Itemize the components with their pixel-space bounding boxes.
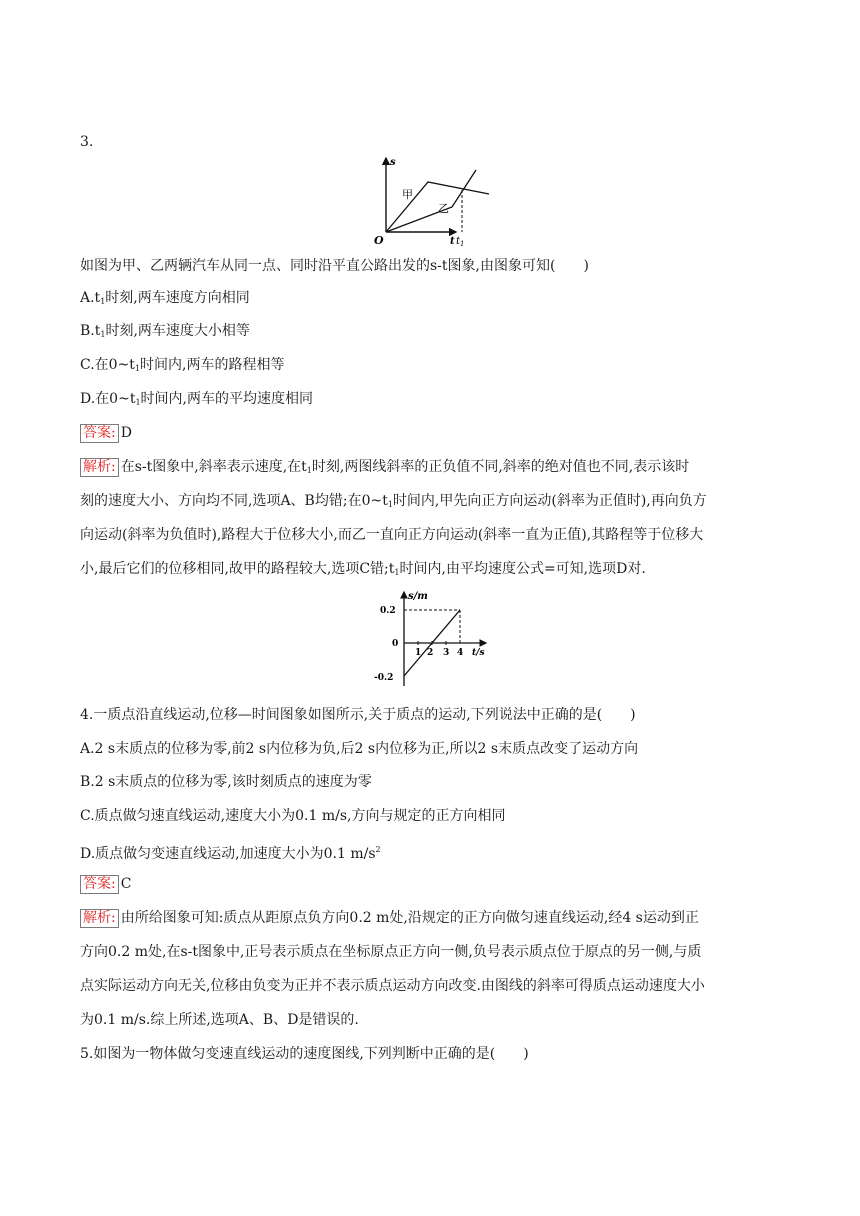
q3-answer (80, 423, 780, 443)
q4-analysis-line-3: 点实际运动方向无关,位移由负变为正并不表示质点运动方向改变.由图线的斜率可得质点运动速度大小 (80, 978, 705, 994)
q3-st-graph (372, 152, 492, 250)
t1-label: $t_1$ (456, 236, 465, 248)
origin-label: 0 (392, 639, 399, 649)
q3-analysis-line-2: 刻的速度大小、方向均不同,选项A、B均错;在$0\sim t_1$时间内,甲先向正方向运动(斜率为正值时),再向负方 (80, 493, 707, 509)
question-3-number: 3. (80, 134, 94, 150)
q4-option-c: C.质点做匀速直线运动,速度大小为0.1 m/s,方向与规定的正方向相同 (80, 808, 506, 824)
x-tick-label-2: 2 (427, 648, 434, 658)
answer-value: D (120, 425, 132, 441)
q4-option-b: B.2 s末质点的位移为零,该时刻质点的速度为零 (80, 774, 372, 790)
q3-option-b: $B.t_1$时刻,两车速度大小相等 (80, 323, 250, 339)
y-axis-label: s/m (408, 591, 428, 602)
y-tick-top-label: 0.2 (380, 606, 396, 616)
q3-option-d: D.在$0\sim t_1$时间内,两车的平均速度相同 (80, 391, 313, 407)
x-axis-label: t/s (472, 648, 485, 658)
question-3-stem: 如图为甲、乙两辆汽车从同一点、同时沿平直公路出发的s-t图象,由图象可知( ) (80, 258, 589, 274)
q3-option-a: $A.t_1$时刻,两车速度方向相同 (80, 290, 250, 306)
analysis-label: 解析: (80, 458, 119, 477)
label-jia: 甲 (402, 188, 413, 201)
q4-option-a: A.2 s末质点的位移为零,前2 s内位移为负,后2 s内位移为正,所以2 s末质点改变了运动方向 (80, 741, 639, 757)
s-axis-label: s (390, 157, 396, 168)
x-tick-label-3: 3 (443, 648, 450, 658)
origin-label: O (374, 234, 384, 247)
y-tick-bottom-label: -0.2 (374, 673, 394, 683)
label-yi: 乙 (438, 202, 449, 215)
q4-st-graph (368, 588, 494, 690)
answer-value: C (120, 876, 132, 892)
answer-label: 答案: (80, 875, 119, 894)
q3-analysis-line-4: 小,最后它们的位移相同,故甲的路程较大,选项C错$;t_1$时间内,由平均速度公式=可知,选项D对. (80, 561, 646, 577)
question-4-stem: 4.一质点沿直线运动,位移—时间图象如图所示,关于质点的运动,下列说法中正确的是( ) (80, 707, 636, 723)
question-5-stem: 5.如图为一物体做匀变速直线运动的速度图线,下列判断中正确的是( ) (80, 1046, 529, 1062)
q3-analysis-line-1: 解析: 在s-t图象中,斜率表示速度,在$t_1$时刻,两图线斜率的正负值不同,斜率的绝对值也不同,表示该时 (80, 457, 780, 481)
q3-analysis-line-3: 向运动(斜率为负值时),路程大于位移大小,而乙一直向正方向运动(斜率一直为正值),其路程等于位移大 (80, 527, 704, 543)
t-axis-label: t (450, 236, 455, 247)
answer-label: 答案: (80, 424, 119, 443)
analysis-label: 解析: (80, 909, 119, 928)
x-tick-label-4: 4 (457, 648, 464, 658)
q4-answer (80, 874, 780, 894)
q4-analysis-line-1: 解析: 由所给图象可知:质点从距原点负方向0.2 m处,沿规定的正方向做匀速直线运动,经4 s运动到正 (80, 908, 780, 928)
q4-option-d: D.质点做匀变速直线运动,加速度大小为0.1 $m/s^2$ (80, 845, 381, 862)
q4-analysis-line-4: 为0.1 m/s.综上所述,选项A、B、D是错误的. (80, 1012, 359, 1028)
q4-analysis-line-2: 方向0.2 m处,在s-t图象中,正号表示质点在坐标原点正方向一侧,负号表示质点位于原点的另一侧,与质 (80, 944, 702, 960)
q3-option-c: C.在$0\sim t_1$时间内,两车的路程相等 (80, 357, 285, 373)
x-tick-label-1: 1 (415, 648, 422, 658)
